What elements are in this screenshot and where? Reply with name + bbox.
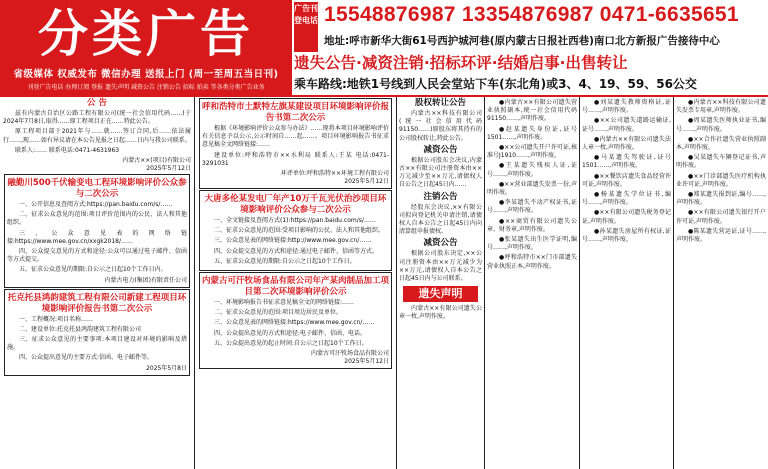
notice-paragraph: 根据公司股东决定,××公司注册资本由××万元减少为××万元,请债权人自本公告之日起45日内与公司联系。 xyxy=(399,250,482,283)
column-1 xyxy=(0,97,195,469)
notice-items xyxy=(202,299,389,348)
notice-box xyxy=(4,289,190,376)
notice-title: 融勤川500千伏输变电工程环境影响评价公众参与二次公示 xyxy=(7,178,187,200)
notice-item: 三、公众意见表的网络链接:https://www.mee.gov.cn/xxgk2018/…… xyxy=(7,229,187,245)
notice-body xyxy=(3,110,191,155)
lost-item: ●杨某遗失学位证书,编号……,声明作废。 xyxy=(582,191,671,207)
notice-box xyxy=(199,98,392,189)
lost-item: ●刘某遗失教师资格证,证号……,声明作废。 xyxy=(582,99,671,115)
column-4 xyxy=(485,97,580,469)
notice-paragraph: 原工程项目部于2021年与……就……签订合同,后……依法履行……,现……如有异议请在本公告见报之日起……日内与我公司联系。 xyxy=(3,128,191,144)
lost-item: ●内蒙古××有限公司遗失法人章一枚,声明作废。 xyxy=(582,135,671,152)
lost-item: ●××商贸有限公司遗失公章、财务章,声明作废。 xyxy=(487,217,577,233)
lost-item: ●吴某遗失车辆登记证书,声明作废。 xyxy=(676,154,766,170)
notice-item: 四、公众提出意见的方式和途径:电子邮件、信函、电话。 xyxy=(214,329,367,337)
notice-box xyxy=(199,272,392,369)
notice-item: 五、公众提出意见的起止时间:自公示之日起10个工作日。 xyxy=(214,339,368,347)
column-2 xyxy=(195,97,397,469)
notice-item: 二、征求公众意见的范围:受项目影响的公民、法人和其他组织。 xyxy=(214,227,385,235)
notice-box xyxy=(4,174,190,288)
notice-item: 二、建设单位:托克托县鸿韵建筑工程有限公司 xyxy=(19,325,142,333)
notice-title: 减资公告 xyxy=(423,238,458,249)
notice-date: 2025年5月8日 xyxy=(146,364,187,372)
lost-statement-banner: 遗失声明 xyxy=(403,286,478,302)
notice-item: 四、公众提交意见的方式和途径:公众可以通过电子邮件、信函等方式提交。 xyxy=(7,248,187,264)
notice-paragraph: 根据公司股东会决议,内蒙古××有限公司注册资本由××万元减少至××万元,请债权人自公告之日起45日内…… xyxy=(399,156,482,189)
notice-item: 五、征求公众意见的期限:自公示之日起10个工作日内。 xyxy=(19,266,167,274)
notice-paragraph: 内蒙古××科技有限公司(统一社会信用代码91150……)原股东将其持有的公司股权转让,特此公告。 xyxy=(399,110,482,142)
notice-paragraph: 根据《环境影响评价公众参与办法》……现将本项目环境影响评价有关信息予以公示,公示时间自……起……。项目环境影响报告书征求意见稿全文网络链接:…… xyxy=(202,125,389,149)
notice-item: 一、工程概况:项目名称…… xyxy=(19,315,94,323)
notice-item: 三、公众意见表的网络链接:http://www.mee.gov.cn/…… xyxy=(214,237,372,245)
notice-item: 四、公众提出意见的主要方式:信函、电子邮件等。 xyxy=(19,354,154,362)
notice-paragraph: 经股东会决议,××有限公司拟向登记机关申请注销,请债权人自本公告之日起45日内向清算组申报债权。 xyxy=(399,203,482,236)
lost-item: ●内蒙古××科技有限公司遗失发票专用章,声明作废。 xyxy=(676,99,766,115)
notice-date: 2025年5月12日 xyxy=(344,358,389,366)
notice-item: 一、环境影响报告书征求意见稿全文的网络链接:…… xyxy=(214,299,355,307)
brand-slogan: 省级媒体 权威发布 微信办理 送报上门 (周一至周五当日刊) xyxy=(13,69,279,80)
notice-title: 呼和浩特市土默特左旗某建设项目环境影响评价报告书第二次公示 xyxy=(202,102,390,123)
notice-item: 二、征求公众意见的范围:项目评价范围内的公民、法人和其他组织。 xyxy=(7,211,187,227)
column-3 xyxy=(397,97,485,469)
notice-item: 一、全文链接及查阅方式(1):https://pan.baidu.com/s/…… xyxy=(214,217,376,225)
lost-item: ●××公司遗失道路运输证,证号……,声明作废。 xyxy=(582,117,671,133)
notice-paragraph: 内蒙古××有限公司遗失公章一枚,声明作废。 xyxy=(399,305,482,321)
brand-slogan-small: 刊登广告电话 办理订阅 登报 遗失声明 减资公告 注销公告 招标 拍卖 等各类分类广告业务 xyxy=(27,84,265,91)
lost-item: ●××有限公司遗失银行开户许可证,声明作废。 xyxy=(676,209,766,225)
notice-title: 股权转让公告 xyxy=(414,98,466,108)
notice-contact: 建设单位:呼和浩特市××水利局 联系人:王某 电话:0471-3291031 xyxy=(202,151,389,167)
notice-signature: 环评单位:呼和浩特××环境工程有限公司 xyxy=(280,170,389,178)
lost-item: ●××合作社遗失营业执照副本,声明作废。 xyxy=(676,135,766,152)
notice-box xyxy=(199,190,392,271)
lost-item: ●××门诊部遗失医疗机构执业许可证,声明作废。 xyxy=(676,172,766,188)
lost-item: ●××有限公司遗失税务登记证,声明作废。 xyxy=(582,209,671,225)
notice-item: 四、公众提交意见的方式和途径:通过电子邮件、信函等方式。 xyxy=(214,247,379,255)
notice-items xyxy=(202,217,389,266)
lost-item: ●赵某遗失身份证,证号1501……,声明作废。 xyxy=(487,125,577,141)
lost-item: ●××营业部遗失发票一份,声明作废。 xyxy=(487,180,577,197)
notice-title: 注销公告 xyxy=(423,191,458,202)
notice-date: 2025年5月12日 xyxy=(344,178,389,186)
ad-phone-tag: 广告刊登电话 xyxy=(294,2,318,52)
notice-body xyxy=(399,250,482,283)
brand-title: 分类广告 xyxy=(38,4,254,63)
brand-block xyxy=(0,0,292,95)
bus-route: 乘车路线:地铁1号线到人民会堂站下车(东北角)或3、4、19、59、56公交 xyxy=(294,77,697,91)
column-6 xyxy=(674,97,768,469)
notice-item: 二、征求公众意见的范围:项目周边居民及单位。 xyxy=(214,309,343,317)
notice-paragraph: 兹有内蒙古自治区公路工程有限公司(统一社会信用代码……)于2024年7月8日,取得……原工程项目正在……特此公告。 xyxy=(3,110,191,126)
notice-item: 三、征求公众意见的主要事项:本项目建设对环境的影响及措施。 xyxy=(7,336,187,352)
lost-item: ●郑某遗失报到证,编号……,声明作废。 xyxy=(676,191,766,207)
lost-item: ●王某遗失残疾人证,证号……,声明作废。 xyxy=(487,162,577,178)
phone-numbers: 15548876987 13354876987 0471-6635651 xyxy=(324,3,739,26)
notice-body xyxy=(399,110,482,143)
column-5 xyxy=(580,97,674,469)
notice-title: 内蒙古可汗牧场食品有限公司年产某肉制品加工项目第二次环境影响评价公示 xyxy=(202,276,390,298)
notice-body xyxy=(399,305,482,321)
notice-title: 托克托县鸿韵建筑工程有限公司新建工程项目环境影响评价报告书第二次公示 xyxy=(7,292,187,314)
notice-body xyxy=(399,157,482,190)
notice-item: 一、公开信息及查阅方式:https://pan.baidu.com/s/…… xyxy=(19,201,173,209)
notice-body xyxy=(399,204,482,237)
services-line: 遗失公告·减资注销·招标环评·结婚启事·出售转让 xyxy=(294,54,628,72)
lost-item: ●张某遗失出生医学证明,编号……,声明作废。 xyxy=(487,236,577,252)
notice-paragraph: 联系人:…… 联系电话:0471-4631963 xyxy=(15,146,120,154)
notice-body xyxy=(202,125,389,168)
notice-signature: 内蒙古可汗牧场食品有限公司 xyxy=(310,350,389,358)
notice-title: 减资公告 xyxy=(423,144,458,155)
notice-items xyxy=(7,316,187,363)
lost-item: ●呼和浩特市××门市部遗失营业执照正本,声明作废。 xyxy=(487,254,577,270)
notice-title: 大唐多伦某发电厂年产10万千瓦光伏治沙项目环境影响评价公众参与二次公示 xyxy=(204,194,387,216)
lost-item: ●李某遗失不动产权证书,证号……,声明作废。 xyxy=(487,199,577,215)
notice-items xyxy=(7,201,187,275)
lost-item: ●××餐饮店遗失食品经营许可证,声明作废。 xyxy=(582,172,671,188)
notice-signature: 内蒙古××(项目)有限公司 xyxy=(122,157,191,165)
notice-date: 2025年5月12日 xyxy=(146,165,191,173)
notice-item: 三、公众意见表的网络链接:https://www.mee.gov.cn/…… xyxy=(214,319,375,327)
lost-item: ●孙某遗失房屋所有权证,证号……,声明作废。 xyxy=(582,227,671,244)
lost-item: ●马某遗失驾驶证,证号1501……,声明作废。 xyxy=(582,154,671,170)
lost-item: ●周某遗失医师执业证书,编号……,声明作废。 xyxy=(676,117,766,133)
address: 地址:呼市新华大街61号西护城河巷(原内蒙古日报社西巷)南口北方新报广告接待中心 xyxy=(324,35,720,47)
notice-title: 公 告 xyxy=(87,98,107,108)
notice-item: 五、征求公众意见的期限:自公示之日起10个工作日。 xyxy=(214,257,356,265)
lost-item: ●××公司遗失开户许可证,核准号J1910……,声明作废。 xyxy=(487,144,577,160)
lost-item: ●内蒙古××有限公司遗失营业执照副本,统一社会信用代码91150……,声明作废。 xyxy=(487,99,577,123)
lost-item: ●陈某遗失营运证,证号……,声明作废。 xyxy=(676,227,766,244)
notice-signature: 内蒙古电力(集团)有限责任公司 xyxy=(104,276,187,284)
